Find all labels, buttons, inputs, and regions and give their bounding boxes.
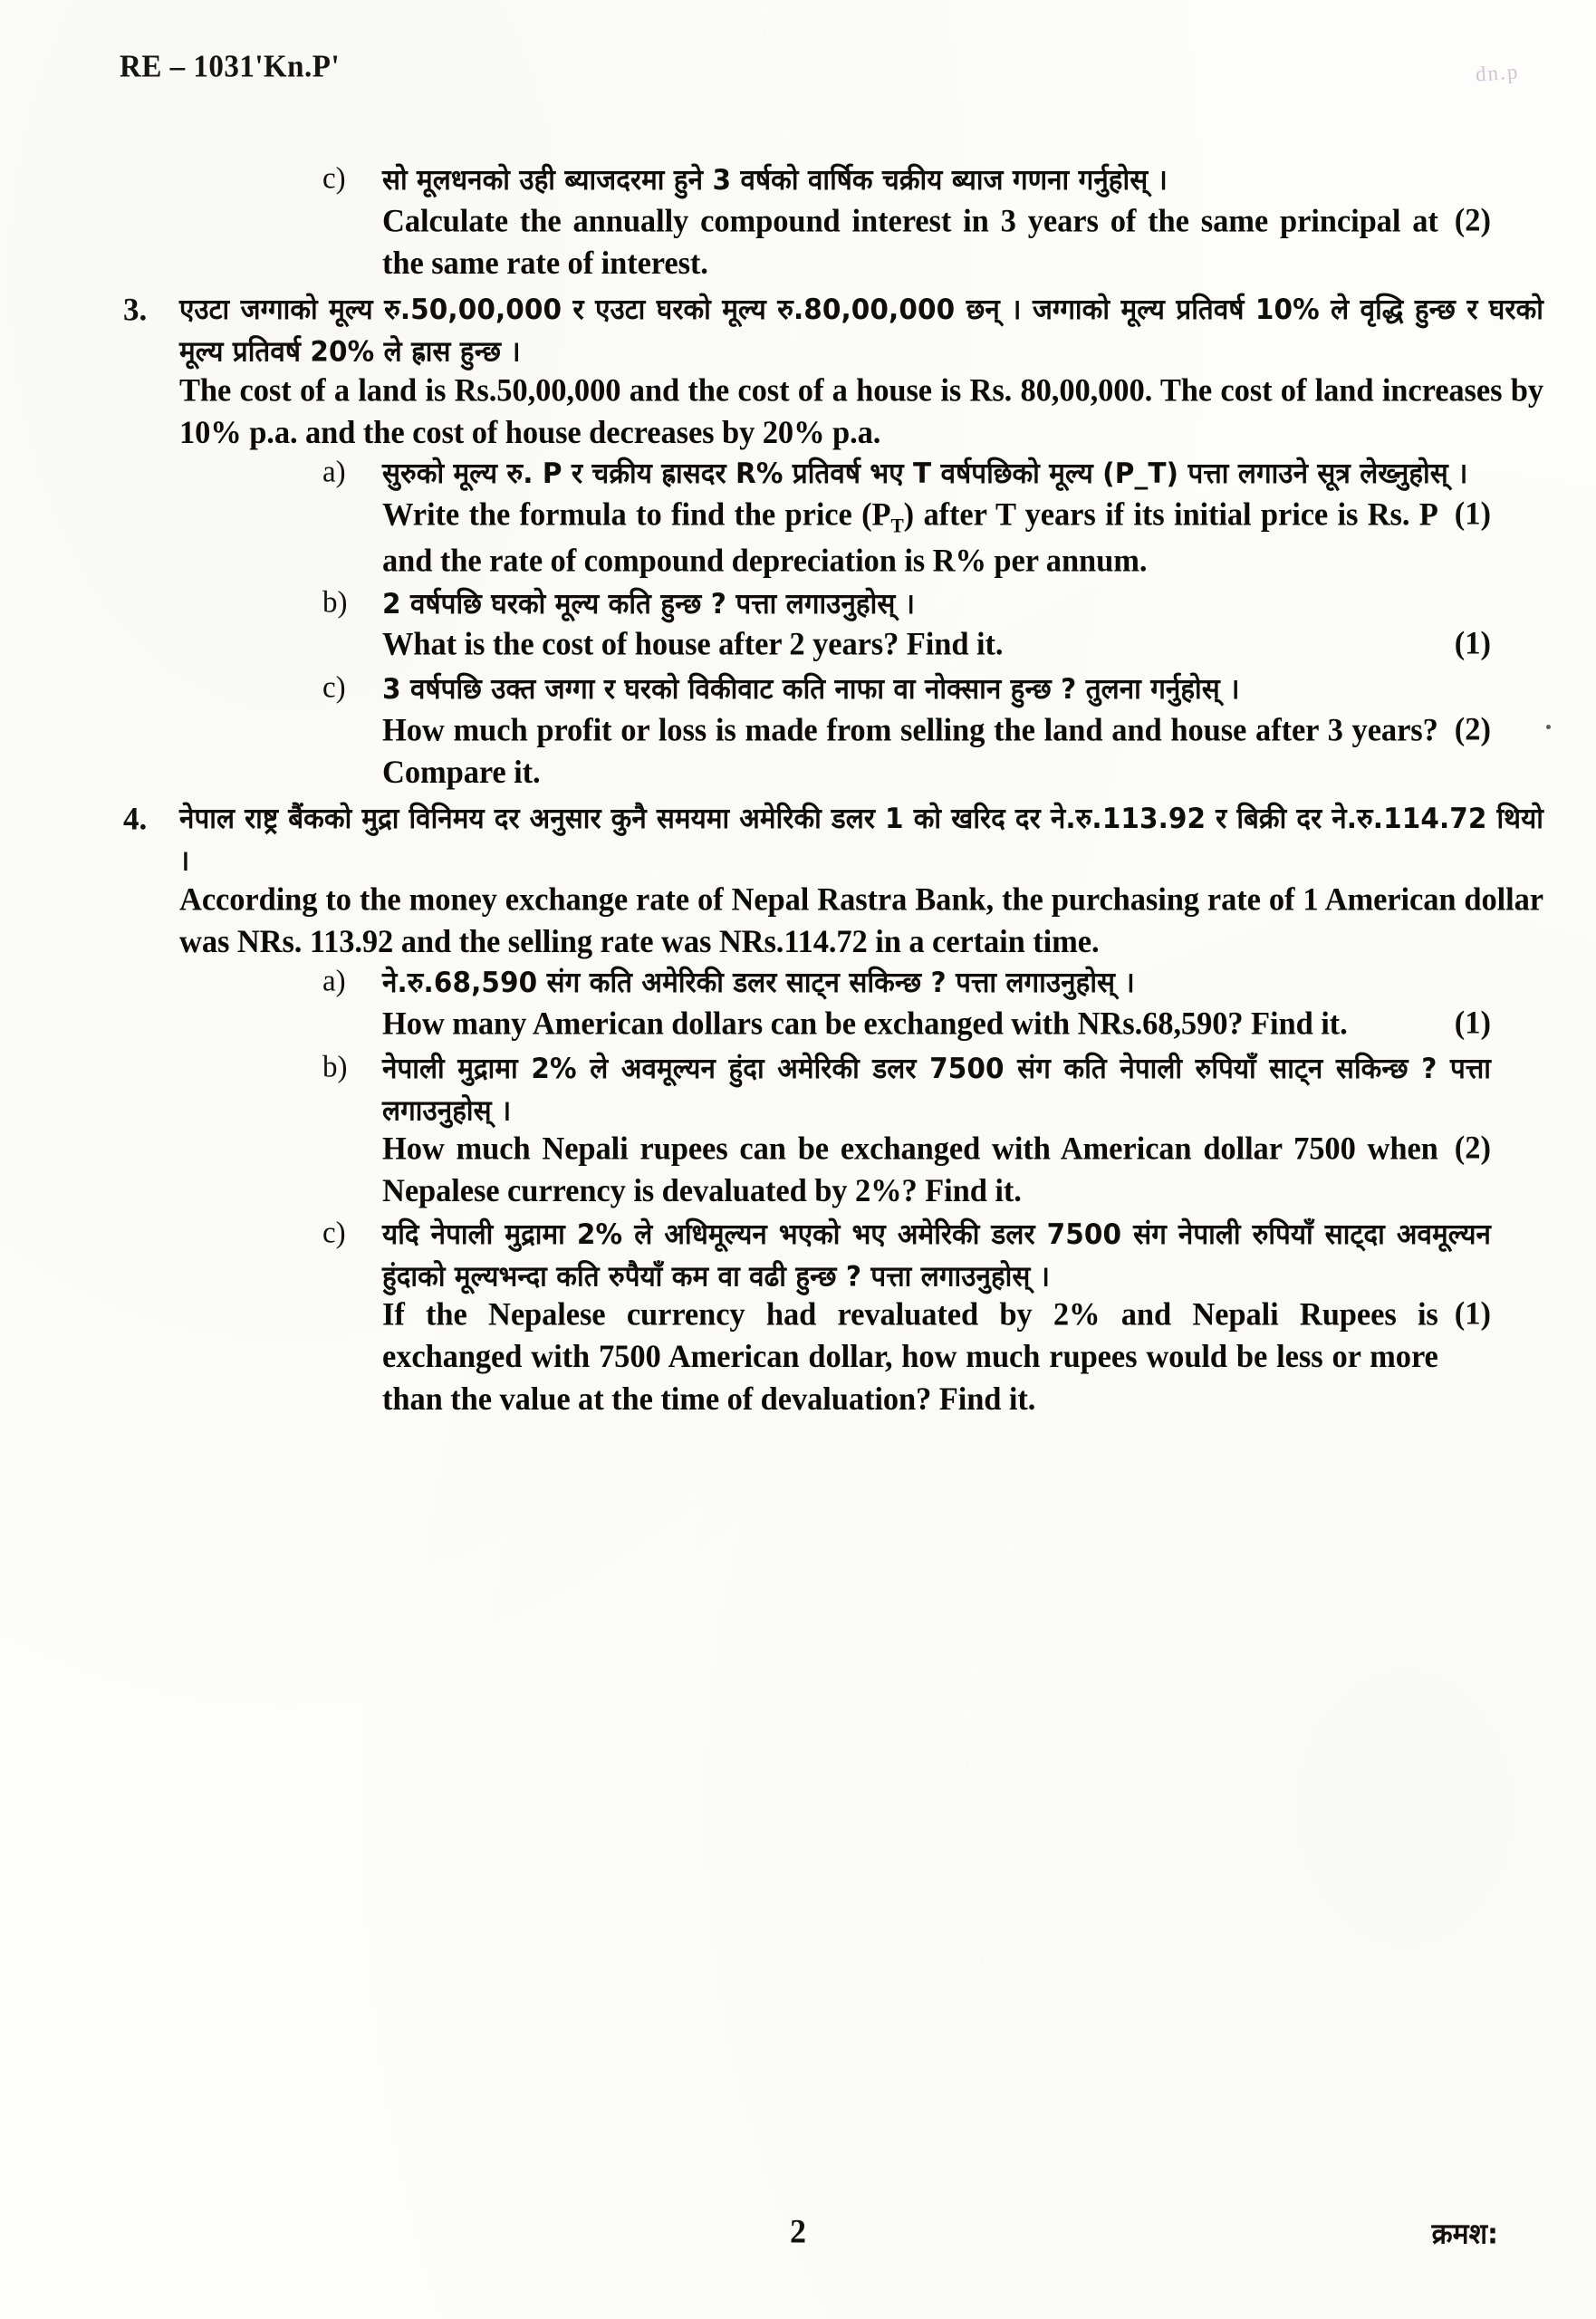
- page-number: 2: [790, 2212, 806, 2250]
- part-label: b): [322, 584, 348, 620]
- question-stem-nepali: एउटा जग्गाको मूल्य रु.50,00,000 र एउटा घरको मूल्य रु.80,00,000 छन् । जग्गाको मूल्य प्रतिवर्ष 10% ले वृद्धि हुन्छ र घरको मूल्य प्रतिवर्ष 20% ले ह्रास हुन्छ ।: [179, 293, 1543, 368]
- question-stem-nepali: नेपाल राष्ट्र बैंकको मुद्रा विनिमय दर अनुसार कुनै समयमा अमेरिकी डलर 1 को खरिद दर ने.रु.113.92 र बिक्री दर ने.रु.114.72 थियो ।: [179, 802, 1543, 877]
- subscript-T: T: [890, 514, 904, 537]
- part-label: c): [322, 161, 346, 196]
- part-text-english: How much profit or loss is made from selling the land and house after 3 years? Compare it.: [382, 711, 1438, 790]
- page-header: [0, 51, 1596, 105]
- part-text-nepali: नेपाली मुद्रामा 2% ले अवमूल्यन हुंदा अमेरिकी डलर 7500 संग कति नेपाली रुपियाँ साट्न सकिन्छ ? पत्ता लगाउनुहोस् ।: [382, 1052, 1491, 1127]
- part-text-with-marks: [382, 1294, 1491, 1419]
- part-label: c): [322, 670, 346, 705]
- part-text-with-marks: [382, 200, 1491, 284]
- part-text-nepali: ने.रु.68,590 संग कति अमेरिकी डलर साट्न सकिन्छ ? पत्ता लगाउनुहोस् ।: [382, 966, 1135, 999]
- part-label: b): [322, 1050, 348, 1084]
- question-list: [0, 159, 1596, 1424]
- part-marks: (1): [1454, 625, 1491, 661]
- part-label: a): [322, 455, 346, 489]
- question-number: 3.: [123, 291, 148, 328]
- handwritten-scan-mark: dn.p: [1474, 60, 1520, 86]
- question-part: [179, 159, 1543, 284]
- part-text-with-marks: [382, 1128, 1491, 1212]
- question-stem-english: The cost of a land is Rs.50,00,000 and the cost of a house is Rs. 80,00,000. The cost of land increases by 10% p.a. and the cost of house decreases by 20% p.a.: [179, 371, 1543, 450]
- part-marks: (2): [1454, 201, 1491, 238]
- part-label: a): [322, 964, 346, 998]
- part-text-with-marks: [382, 623, 1491, 667]
- question-block-2-continued: [0, 159, 1596, 285]
- question-block-3: [0, 289, 1596, 794]
- continued-label: क्रमश:: [1431, 2218, 1498, 2251]
- part-marks: (2): [1454, 1130, 1491, 1166]
- part-text-with-marks: [382, 1003, 1491, 1046]
- part-marks: (1): [1454, 1005, 1491, 1041]
- part-text-with-marks: [382, 494, 1491, 582]
- part-text-english-pre: Write the formula to find the price (P: [382, 496, 891, 533]
- part-text-english-post: ) after T years if its initial price is Rs. P and the rate of compound depreciation is R% per annum.: [382, 496, 1438, 579]
- part-text-english: How many American dollars can be exchanged with NRs.68,590? Find it.: [382, 1006, 1348, 1042]
- question-part: [179, 1048, 1543, 1212]
- question-number: 4.: [123, 800, 148, 837]
- part-text-english: [382, 494, 1438, 582]
- question-block-4: [0, 798, 1596, 1419]
- part-text-nepali: यदि नेपाली मुद्रामा 2% ले अधिमूल्यन भएको भए अमेरिकी डलर 7500 संग नेपाली रुपियाँ साट्दा अवमूल्यन हुंदाको मूल्यभन्दा कति रुपैयाँ कम वा वढी हुन्छ ? पत्ता लगाउनुहोस् ।: [382, 1217, 1491, 1293]
- part-text-english: Calculate the annually compound interest in 3 years of the same principal at the same rate of interest.: [382, 202, 1438, 281]
- part-text-nepali: 3 वर्षपछि उक्त जग्गा र घरको विकीवाट कति नाफा वा नोक्सान हुन्छ ? तुलना गर्नुहोस् ।: [382, 672, 1240, 706]
- question-part: [179, 669, 1543, 793]
- part-text-english: What is the cost of house after 2 years? Find it.: [382, 626, 1004, 662]
- paper-code: RE – 1031'Kn.P': [120, 50, 341, 84]
- part-marks: (1): [1454, 496, 1491, 532]
- question-part: [179, 583, 1543, 668]
- part-marks: (1): [1454, 1295, 1491, 1332]
- part-text-nepali: 2 वर्षपछि घरको मूल्य कति हुन्छ ? पत्ता लगाउनुहोस् ।: [382, 586, 916, 620]
- part-text-nepali: सोे मूलधनको उही ब्याजदरमा हुने 3 वर्षको वार्षिक चक्रीय ब्याज गणना गर्नुहोस् ।: [382, 163, 1168, 197]
- question-part: [179, 962, 1543, 1046]
- question-stem-english: According to the money exchange rate of Nepal Rastra Bank, the purchasing rate of 1 American dollar was NRs. 113.92 and the selling rate was NRs.114.72 in a certain time.: [179, 880, 1543, 959]
- part-label: c): [322, 1216, 346, 1250]
- question-part: [179, 1214, 1543, 1419]
- part-text-english: If the Nepalese currency had revaluated by 2% and Nepali Rupees is exchanged with 7500 American dollar, how much rupees would be less or more than the value at the time of devaluation? Find it.: [382, 1296, 1438, 1418]
- part-text-with-marks: [382, 709, 1491, 794]
- part-text-english: How much Nepali rupees can be exchanged with American dollar 7500 when Nepalese currency is devaluated by 2%? Find it.: [382, 1131, 1438, 1209]
- question-part: [179, 453, 1543, 581]
- page-footer: [0, 2212, 1596, 2266]
- part-text-nepali: सुरुको मूल्य रु. P र चक्रीय ह्रासदर R% प्रतिवर्ष भए T वर्षपछिको मूल्य (P_T) पत्ता लगाउने सूत्र लेख्नुहोस् ।: [382, 457, 1468, 490]
- part-marks: (2): [1454, 710, 1491, 747]
